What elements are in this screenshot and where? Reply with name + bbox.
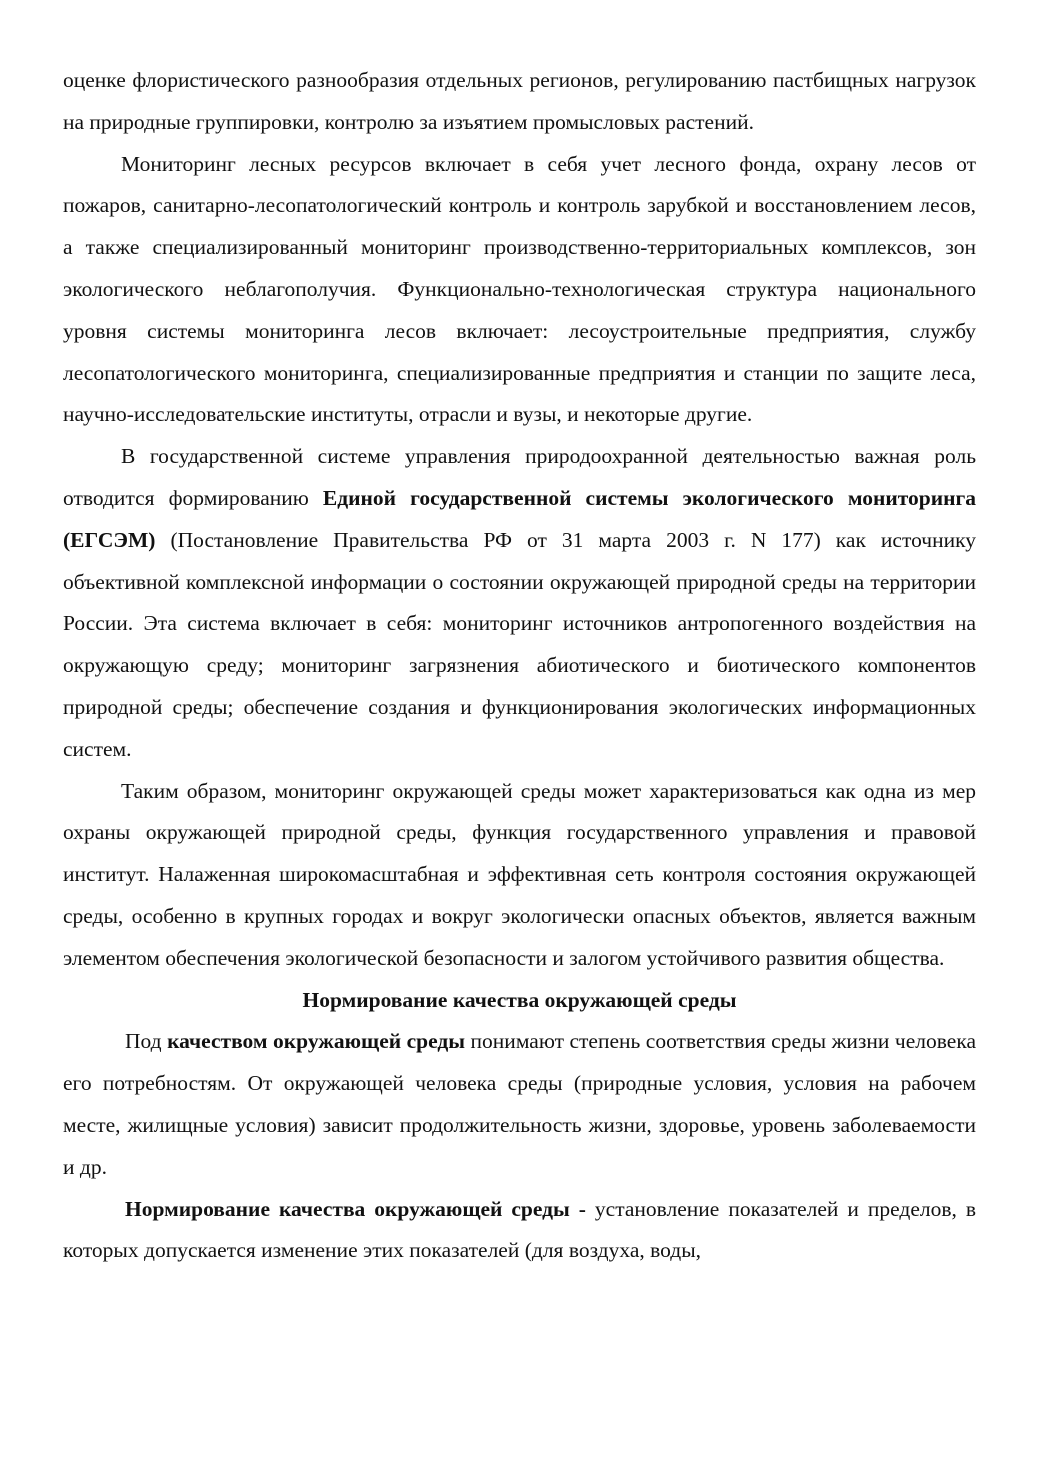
paragraph-quality-end: понимают степень соответствия среды жизни человека его потребностям. От окружающей человека среды (природные условия, условия на рабочем месте, жилищные условия) зависит продолжительность жизни, здоровье, уровень заболеваемости и др. [63,1029,976,1179]
normalization-term: Нормирование качества окружающей среды - [125,1196,586,1221]
document-page [63,60,976,1272]
paragraph-normalization-definition [63,1189,976,1273]
paragraph-egsem-start: В государственной системе управления природоохранной деятельностью важная роль отводится формированию [63,444,976,510]
paragraph-forest-monitoring: Мониторинг лесных ресурсов включает в себя учет лесного фонда, охрану лесов от пожаров, санитарно-лесопатологический контроль и контроль зарубкой и восстановлением лесов, а также специализированный мониторинг производственно-территориальных комплексов, зон экологического неблагополучия. Функционально-технологическая структура национального уровня системы мониторинга лесов включает: лесоустроительные предприятия, службу лесопатологического мониторинга, специализированные предприятия и станции по защите леса, научно-исследовательские институты, отрасли и вузы, и некоторые другие. [63,151,976,427]
egsem-term: Единой государственной системы экологического мониторинга (ЕГСЭМ) [63,485,976,552]
paragraph-egsem [63,436,976,770]
paragraph-normalization-end: установление показателей и пределов, в которых допускается изменение этих показателей (для воздуха, воды, [63,1196,977,1263]
paragraph-quality-start: Под [125,1029,168,1054]
quality-term: качеством окружающей среды [167,1029,466,1054]
paragraph-quality-definition [63,1021,976,1188]
paragraph-egsem-end: (Постановление Правительства РФ от 31 марта 2003 г. N 177) как источнику объективной комплексной информации о состоянии окружающей природной среды на территории России. Эта система включает в себя: мониторинг источников антропогенного воздействия на окружающую среду; мониторинг загрязнения абиотического и биотического компонентов природной среды; обеспечение создания и функционирования экологических информационных систем. [63,527,976,761]
paragraph-flora-monitoring: оценке флористического разнообразия отдельных регионов, регулированию пастбищных нагрузок на природные группировки, контролю за изъятием промысловых растений. [63,68,976,134]
section-heading: Нормирование качества окружающей среды [302,987,737,1012]
paragraph-conclusion: Таким образом, мониторинг окружающей среды может характеризоваться как одна из мер охраны окружающей природной среды, функция государственного управления и правовой институт. Налаженная широкомасштабная и эффективная сеть контроля состояния окружающей среды, особенно в крупных городах и вокруг экологически опасных объектов, является важным элементом обеспечения экологической безопасности и залогом устойчивого развития общества. [63,778,976,970]
